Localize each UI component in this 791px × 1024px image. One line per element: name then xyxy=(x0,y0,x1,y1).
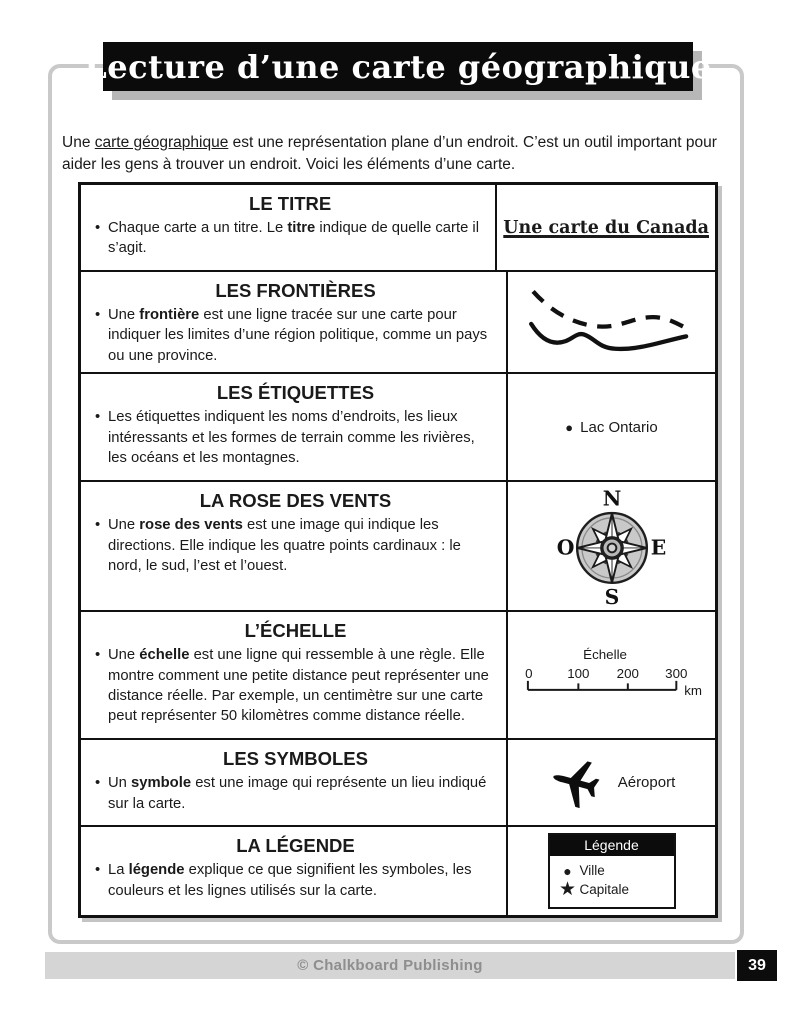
bullet-seg: est une image qui représente un lieu indiqué sur la carte. xyxy=(108,775,487,812)
table-row-titre xyxy=(81,185,715,272)
bullet-text xyxy=(108,305,496,366)
label-dot-icon: ● xyxy=(565,419,574,435)
intro-underlined-term: carte géographique xyxy=(94,133,229,151)
table-row-rose-des-vents xyxy=(81,482,715,612)
row-heading: L’ÉCHELLE xyxy=(244,620,347,642)
scale-tick-0: 0 xyxy=(524,666,533,682)
titre-example-cell xyxy=(497,185,715,270)
symboles-example-cell xyxy=(508,740,715,825)
echelle-text-cell xyxy=(81,612,508,738)
scale-tick-100: 100 xyxy=(566,666,589,682)
rose-text-cell xyxy=(81,482,508,610)
table-row-frontieres xyxy=(81,272,715,374)
intro-text-rest: est une représentation plane d’un endroit. C’est un outil important pour aider les gens à trouver un endroit. Voici les éléments d’une carte. xyxy=(62,133,717,173)
row-heading: LES SYMBOLES xyxy=(223,748,368,770)
row-bullet xyxy=(95,305,496,366)
scale-bar-icon xyxy=(518,644,706,706)
compass-s-label: S xyxy=(604,585,619,607)
legend-item-capitale xyxy=(556,880,668,899)
legende-text-cell xyxy=(81,827,508,915)
scale-tick-200: 200 xyxy=(616,666,639,682)
legend-item-label: Capitale xyxy=(579,882,630,898)
bullet-icon: • xyxy=(95,862,101,879)
bullet-icon: • xyxy=(95,517,101,534)
bullet-seg: explique ce que signifient les symboles, les couleurs et les lignes utilisés sur la carte. xyxy=(108,862,472,899)
legend-example-box xyxy=(548,833,676,909)
bullet-seg: est une image qui indique les directions. Elle indique les quatre points cardinaux : le nord, le sud, l’est et l’ouest. xyxy=(108,517,461,575)
footer-bar xyxy=(45,952,735,979)
titre-text-cell xyxy=(81,185,497,270)
airplane-icon xyxy=(548,754,606,812)
bullet-text xyxy=(108,407,496,468)
bullet-text xyxy=(108,773,496,814)
bullet-bold-term: légende xyxy=(128,862,185,879)
example-map-title: Une carte du Canada xyxy=(503,217,709,238)
row-heading: LA LÉGENDE xyxy=(236,835,355,857)
bullet-bold-term: symbole xyxy=(131,775,192,792)
compass-rose-icon xyxy=(546,486,678,606)
bullet-text xyxy=(108,645,496,727)
intro-paragraph xyxy=(62,132,734,176)
legend-items xyxy=(550,856,674,907)
bullet-seg: Chaque carte a un titre. Le xyxy=(108,220,288,236)
table-row-legende xyxy=(81,827,715,915)
place-label-example xyxy=(565,419,657,436)
compass-n-label: N xyxy=(602,486,621,511)
intro-text: Une xyxy=(62,133,95,151)
symbol-label: Aéroport xyxy=(617,774,676,792)
frontieres-text-cell xyxy=(81,272,508,372)
rose-example-cell xyxy=(508,482,715,610)
row-bullet xyxy=(95,860,496,901)
compass-o-label: O xyxy=(556,535,574,560)
city-dot-icon: ● xyxy=(563,862,572,879)
bullet-icon: • xyxy=(95,647,101,664)
bullet-seg: Les étiquettes indiquent les noms d’endroits, les lieux intéressants et les formes de terrain comme les rivières, les océans et les montagnes. xyxy=(108,409,475,467)
bullet-seg: Une xyxy=(108,647,140,664)
table-row-symboles xyxy=(81,740,715,827)
map-elements-table xyxy=(78,182,718,918)
bullet-text xyxy=(108,218,485,259)
symboles-text-cell xyxy=(81,740,508,825)
row-bullet xyxy=(95,515,496,576)
echelle-example-cell xyxy=(508,612,715,738)
bullet-text xyxy=(108,515,496,576)
bullet-bold-term: titre xyxy=(287,220,316,236)
page-title: Lecture d’une carte géographique xyxy=(84,47,712,86)
bullet-seg: Un xyxy=(108,775,132,792)
legende-example-cell xyxy=(508,827,715,915)
bullet-seg: La xyxy=(108,862,129,879)
legend-item-label: Ville xyxy=(579,863,605,879)
row-bullet xyxy=(95,218,485,259)
publisher-credit: © Chalkboard Publishing xyxy=(297,957,483,974)
etiquettes-text-cell xyxy=(81,374,508,480)
scale-tick-300: 300 xyxy=(664,666,687,682)
table-row-etiquettes xyxy=(81,374,715,482)
row-heading: LE TITRE xyxy=(249,193,332,214)
bullet-text xyxy=(108,860,496,901)
row-bullet xyxy=(95,773,496,814)
title-banner xyxy=(84,42,712,91)
legend-title: Légende xyxy=(550,835,674,856)
scale-title: Échelle xyxy=(582,647,627,663)
boundary-lines-icon xyxy=(521,278,703,366)
bullet-seg: est une ligne tracée sur une carte pour indiquer les limites d’une région politique, comme un pays ou une province. xyxy=(108,307,488,364)
frontieres-example-cell xyxy=(508,272,715,372)
row-heading: LES ÉTIQUETTES xyxy=(216,382,375,404)
bullet-bold-term: échelle xyxy=(139,647,190,664)
bullet-icon: • xyxy=(95,775,101,792)
legend-item-ville xyxy=(556,863,668,878)
capital-star-icon: ★ xyxy=(558,879,577,901)
bullet-bold-term: frontière xyxy=(139,307,200,323)
bullet-bold-term: rose des vents xyxy=(139,517,243,534)
table-row-echelle xyxy=(81,612,715,740)
row-bullet xyxy=(95,645,496,727)
bullet-icon: • xyxy=(95,409,101,426)
scale-unit: km xyxy=(683,683,702,699)
etiquettes-example-cell xyxy=(508,374,715,480)
bullet-seg: Une xyxy=(108,307,140,323)
bullet-icon: • xyxy=(95,220,101,236)
page-number-badge xyxy=(737,950,777,981)
bullet-icon: • xyxy=(95,307,101,323)
row-bullet xyxy=(95,407,496,468)
row-heading: LA ROSE DES VENTS xyxy=(199,490,392,512)
compass-e-label: E xyxy=(650,535,666,560)
page-number: 39 xyxy=(748,956,766,974)
bullet-seg: Une xyxy=(108,517,140,534)
symbol-example xyxy=(548,754,676,812)
bullet-seg: est une ligne qui ressemble à une règle. Elle montre comment une petite distance peut représenter une distance réelle. Par exemple, un centimètre sur une carte peut représenter 50 kilomètres comme distance réelle. xyxy=(108,647,489,725)
row-heading: LES FRONTIÈRES xyxy=(215,280,376,301)
bullet-seg: indique de quelle carte il s’agit. xyxy=(108,220,479,257)
place-label-text: Lac Ontario xyxy=(580,418,658,436)
